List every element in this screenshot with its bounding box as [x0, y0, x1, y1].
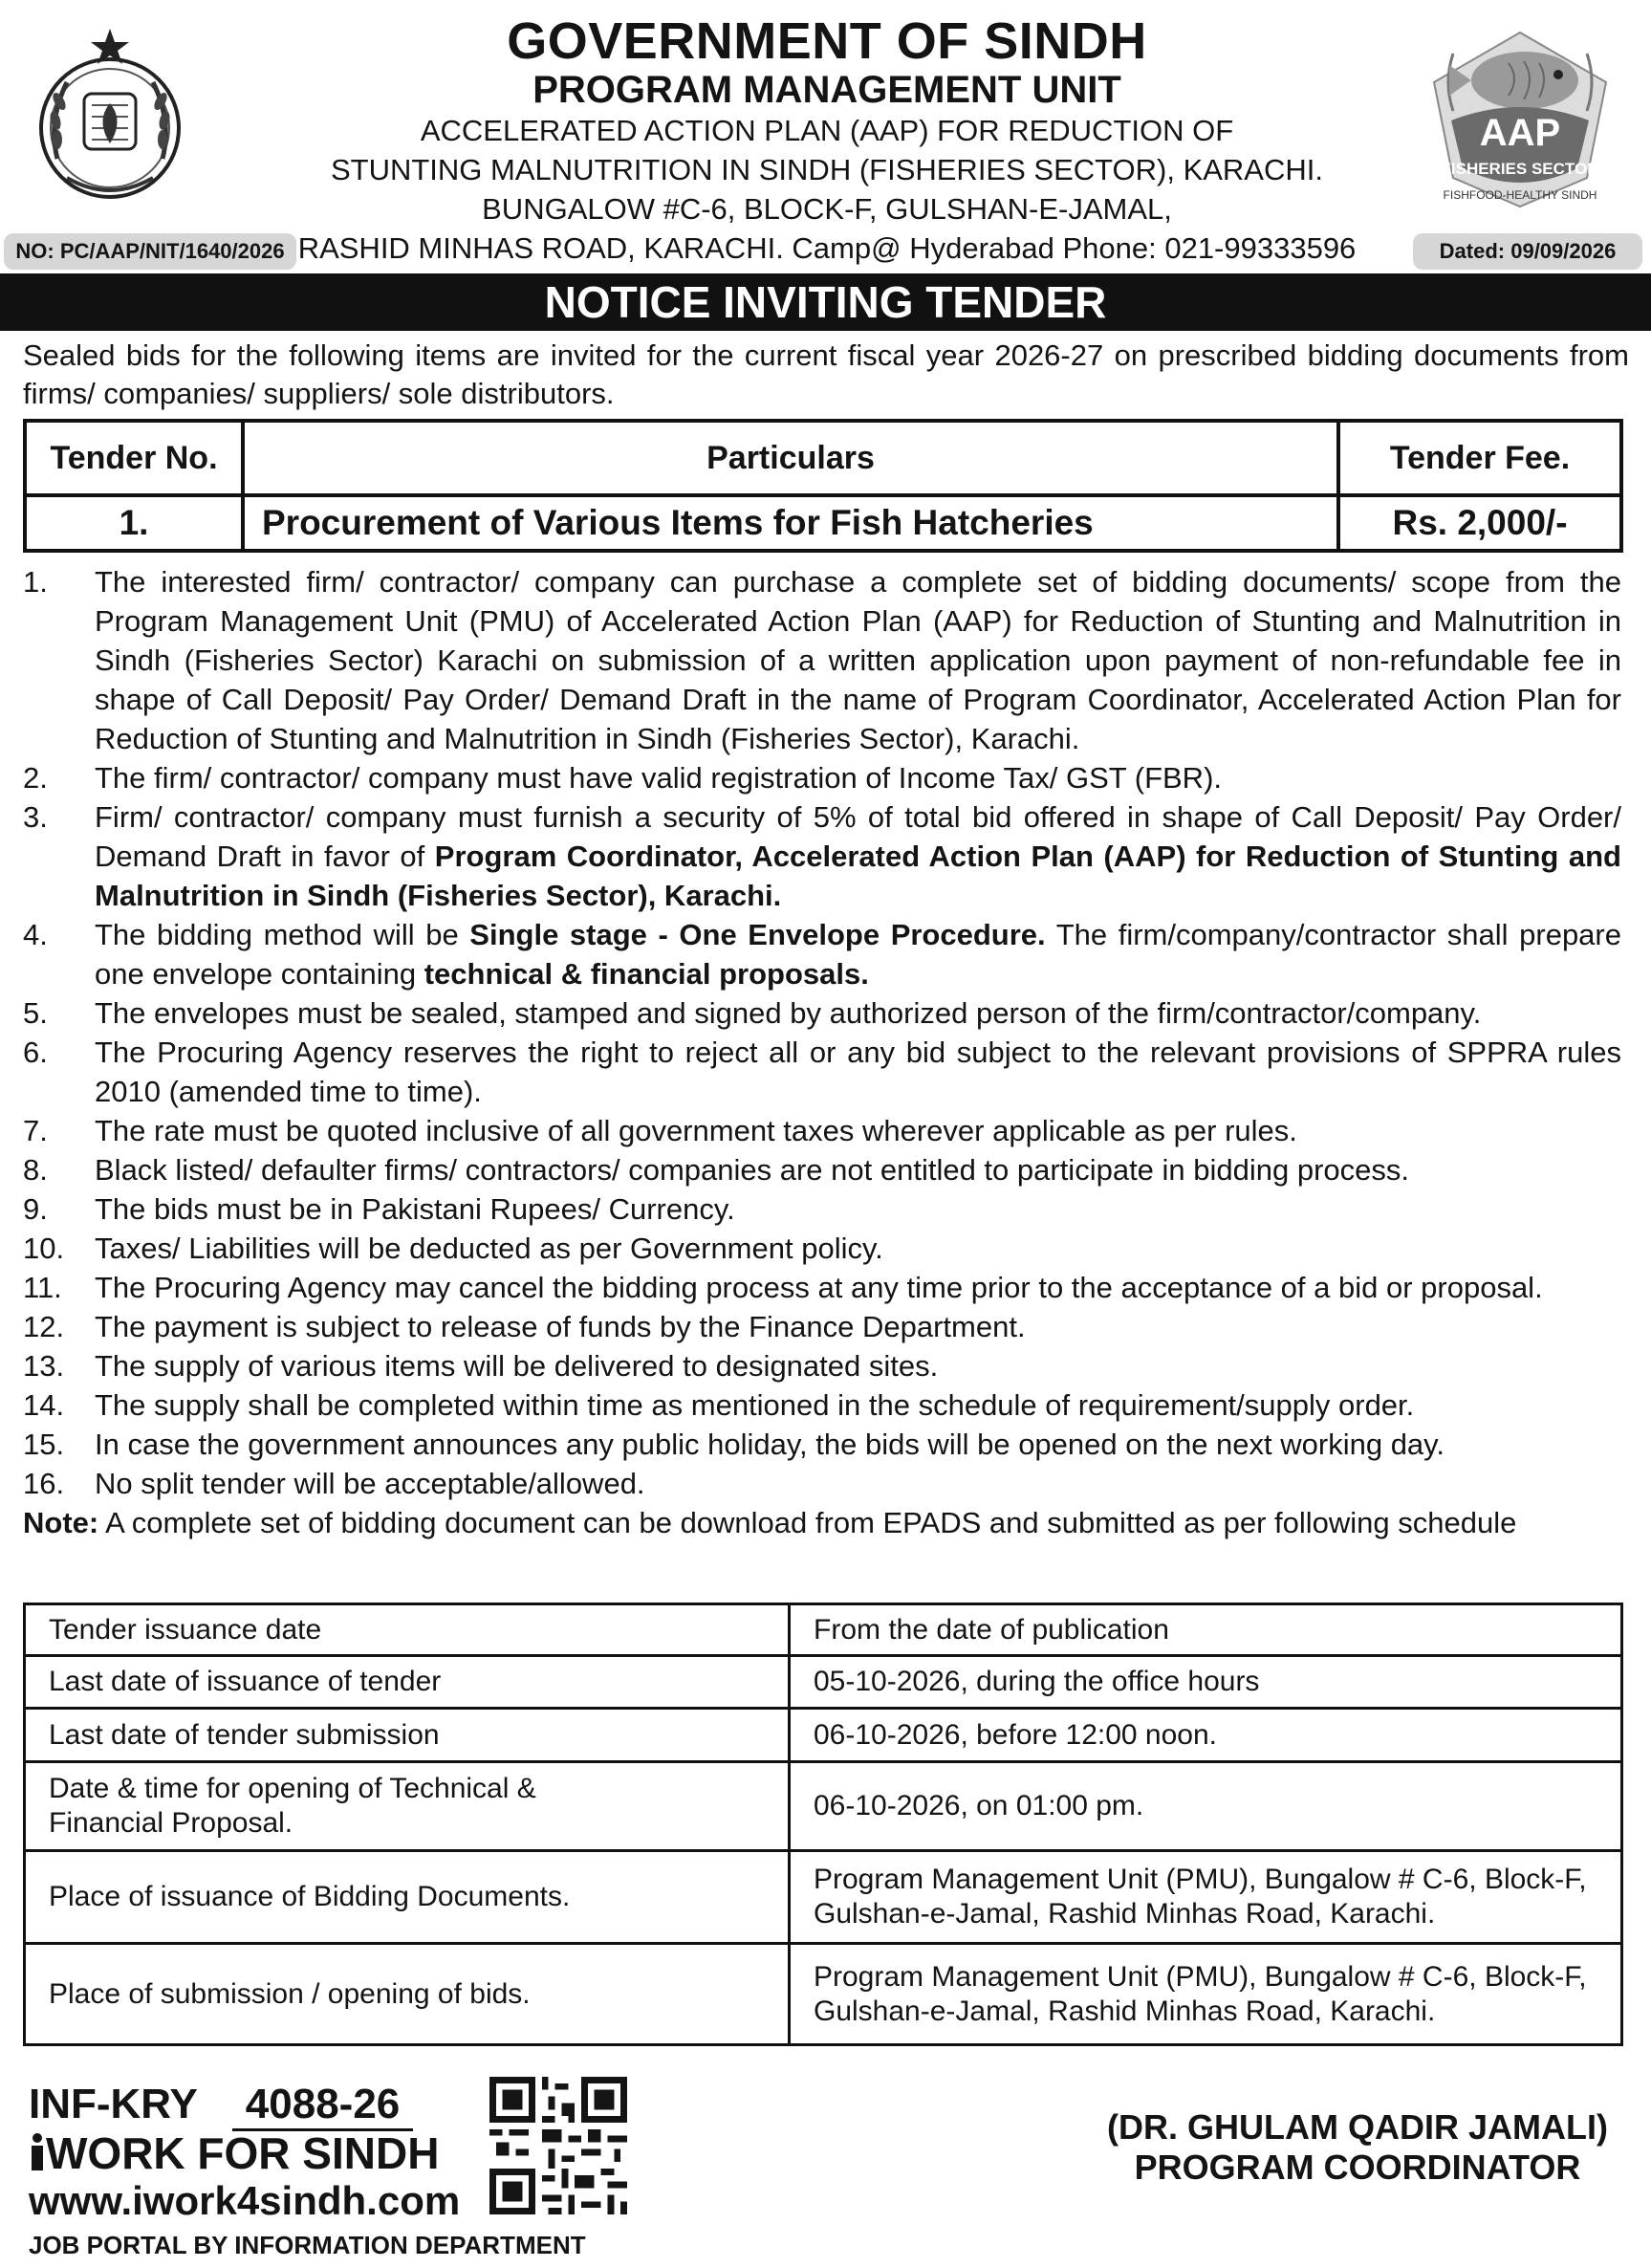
notice-date: Dated: 09/09/2026	[1413, 233, 1642, 270]
condition-number: 9.	[23, 1192, 48, 1226]
inf-label: INF-KRY	[29, 2081, 198, 2127]
notice-footer	[0, 2065, 1651, 2268]
logo-sector-text: FISHERIES SECTOR	[1441, 160, 1599, 178]
condition-item	[23, 1464, 1621, 1503]
logo-aap-text: AAP	[1479, 112, 1561, 154]
iwork-url: www.iwork4sindh.com	[29, 2178, 461, 2223]
sindh-government-emblem	[29, 25, 191, 207]
government-title: GOVERNMENT OF SINDH	[507, 12, 1147, 70]
schedule-label: Place of submission / opening of bids.	[25, 1944, 790, 2045]
condition-item	[23, 1425, 1621, 1464]
condition-text-block	[95, 797, 1621, 915]
condition-item	[23, 1189, 1621, 1229]
tender-particulars-cell: Procurement of Various Items for Fish Hatcheries	[243, 495, 1338, 551]
schedule-value: Program Management Unit (PMU), Bungalow # C-6, Block-F, Gulshan-e-Jamal, Rashid Minhas Road, Karachi.	[790, 1944, 1622, 2045]
condition-number: 5.	[23, 996, 48, 1030]
schedule-value: Program Management Unit (PMU), Bungalow # C-6, Block-F, Gulshan-e-Jamal, Rashid Minhas Road, Karachi.	[790, 1851, 1622, 1944]
condition-item	[23, 562, 1621, 758]
condition-item	[23, 797, 1621, 915]
job-portal-line: JOB PORTAL BY INFORMATION DEPARTMENT	[29, 2231, 586, 2259]
logo-tagline-text: FISHFOOD-HEALTHY SINDH	[1443, 188, 1597, 202]
tender-table-header	[25, 421, 1621, 495]
condition-text: The firm/company/contractor shall prepare one envelope containing	[95, 918, 1621, 991]
condition-text: The interested firm/ contractor/ company can purchase a complete set of bidding documents/ scope from the Program Management Unit (PMU) of Accelerated Action Plan (AAP) for Reduction of Stunting and Malnutrition in Sindh (Fisheries Sector) Karachi on submission of a written application upon payment of non-refundable fee in shape of Call Deposit/ Pay Order/ Demand Draft in the name of Program Coordinator, Accelerated Action Plan for Reduction of Stunting and Malnutrition in Sindh (Fisheries Sector), Karachi.	[95, 565, 1621, 755]
condition-item	[23, 1033, 1621, 1111]
condition-item	[23, 1385, 1621, 1425]
note-label: Note:	[23, 1506, 99, 1539]
inf-number: 4088-26	[232, 2081, 413, 2131]
condition-number: 3.	[23, 800, 48, 834]
condition-number: 15.	[23, 1428, 65, 1461]
condition-text: The envelopes must be sealed, stamped and signed by authorized person of the firm/contractor/company.	[95, 996, 1482, 1030]
schedule-value: From the date of publication	[790, 1604, 1622, 1656]
header-line: ACCELERATED ACTION PLAN (AAP) FOR REDUCTION OF	[420, 114, 1234, 147]
condition-text: The bidding method will be	[95, 918, 470, 951]
header-tender-fee: Tender Fee.	[1338, 421, 1621, 495]
inf-reference	[29, 2081, 413, 2131]
reference-number: NO: PC/AAP/NIT/1640/2026	[4, 233, 296, 270]
condition-item	[23, 1111, 1621, 1150]
header-line: STUNTING MALNUTRITION IN SINDH (FISHERIES SECTOR), KARACHI.	[330, 153, 1323, 186]
intro-paragraph: Sealed bids for the following items are invited for the current fiscal year 2026-27 on prescribed bidding documents from firms/ companies/ suppliers/ sole distributors.	[23, 338, 1629, 410]
condition-text: The supply shall be completed within time as mentioned in the schedule of requirement/supply order.	[95, 1388, 1415, 1422]
info-i-icon	[29, 2132, 46, 2170]
condition-text: Black listed/ defaulter firms/ contractors/ companies are not entitled to participate in bidding process.	[95, 1153, 1410, 1187]
condition-item	[23, 1150, 1621, 1189]
schedule-label: Date & time for opening of Technical & Financial Proposal.	[25, 1762, 790, 1851]
condition-text: No split tender will be acceptable/allowed.	[95, 1467, 645, 1500]
condition-text: The firm/ contractor/ company must have valid registration of Income Tax/ GST (FBR).	[95, 761, 1222, 795]
condition-item	[23, 758, 1621, 797]
condition-item	[23, 1229, 1621, 1268]
schedule-label: Tender issuance date	[25, 1604, 790, 1656]
condition-number: 16.	[23, 1467, 65, 1500]
condition-text: The rate must be quoted inclusive of all government taxes wherever applicable as per rules.	[95, 1114, 1297, 1147]
condition-emphasis: Single stage - One Envelope Procedure.	[469, 918, 1046, 951]
condition-number: 1.	[23, 565, 48, 599]
schedule-label: Last date of issuance of tender	[25, 1656, 790, 1709]
condition-number: 14.	[23, 1388, 65, 1422]
condition-item	[23, 1268, 1621, 1307]
condition-text: In case the government announces any public holiday, the bids will be opened on the next working day.	[95, 1428, 1445, 1461]
condition-number: 7.	[23, 1114, 48, 1147]
signatory-title: PROGRAM COORDINATOR	[1134, 2148, 1581, 2187]
condition-item	[23, 915, 1621, 993]
qr-code-icon	[489, 2077, 627, 2214]
condition-text: The Procuring Agency may cancel the bidding process at any time prior to the acceptance of a bid or proposal.	[95, 1271, 1543, 1304]
condition-number: 4.	[23, 918, 48, 951]
header-particulars: Particulars	[243, 421, 1338, 495]
condition-number: 2.	[23, 761, 48, 795]
notice-title-banner: NOTICE INVITING TENDER	[0, 273, 1651, 331]
schedule-row	[25, 1604, 1622, 1656]
header-line: RASHID MINHAS ROAD, KARACHI. Camp@ Hyderabad Phone: 021-99333596	[297, 231, 1357, 265]
schedule-row	[25, 1944, 1622, 2045]
condition-item	[23, 1346, 1621, 1385]
schedule-value: 05-10-2026, during the office hours	[790, 1656, 1622, 1709]
schedule-row	[25, 1762, 1622, 1851]
tender-number-cell: 1.	[25, 495, 243, 551]
note-text: A complete set of bidding document can be download from EPADS and submitted as per following schedule	[98, 1506, 1517, 1539]
condition-text: The payment is subject to release of funds by the Finance Department.	[95, 1310, 1026, 1343]
header-text-block	[277, 13, 1377, 268]
condition-item	[23, 993, 1621, 1033]
signature-block	[1099, 2107, 1616, 2188]
unit-title: PROGRAM MANAGEMENT UNIT	[532, 69, 1121, 111]
condition-emphasis: technical & financial proposals.	[424, 957, 869, 991]
condition-number: 6.	[23, 1036, 48, 1069]
condition-text: The supply of various items will be delivered to designated sites.	[95, 1349, 939, 1383]
conditions-list	[23, 562, 1621, 1542]
tender-table-row	[25, 495, 1621, 551]
condition-text: Taxes/ Liabilities will be deducted as per Government policy.	[95, 1232, 883, 1265]
tender-table	[23, 419, 1623, 553]
condition-number: 12.	[23, 1310, 65, 1343]
schedule-row	[25, 1656, 1622, 1709]
schedule-table	[23, 1603, 1623, 2046]
header-tender-no: Tender No.	[25, 421, 243, 495]
signatory-name: (DR. GHULAM QADIR JAMALI)	[1107, 2107, 1608, 2147]
schedule-value: 06-10-2026, before 12:00 noon.	[790, 1709, 1622, 1762]
condition-text: The Procuring Agency reserves the right to reject all or any bid subject to the relevant provisions of SPPRA rules 2010 (amended time to time).	[95, 1036, 1621, 1108]
schedule-label: Last date of tender submission	[25, 1709, 790, 1762]
header-line: BUNGALOW #C-6, BLOCK-F, GULSHAN-E-JAMAL,	[482, 192, 1172, 226]
aap-fisheries-logo	[1424, 25, 1616, 216]
condition-number: 11.	[23, 1271, 62, 1304]
condition-number: 10.	[23, 1232, 65, 1265]
schedule-row	[25, 1709, 1622, 1762]
schedule-note	[23, 1503, 1621, 1542]
schedule-label: Place of issuance of Bidding Documents.	[25, 1851, 790, 1944]
condition-text: Firm/ contractor/ company must furnish a security of 5% of total bid offered in shape of Call Deposit/ Pay Order/ Demand Draft in favor of	[95, 800, 1621, 873]
iwork-slogan	[29, 2128, 439, 2178]
tender-fee-cell: Rs. 2,000/-	[1338, 495, 1621, 551]
notice-header	[0, 0, 1651, 277]
iwork-text: WORK FOR SINDH	[46, 2128, 440, 2178]
condition-item	[23, 1307, 1621, 1346]
condition-text-block	[95, 915, 1621, 993]
condition-number: 8.	[23, 1153, 48, 1187]
schedule-value: 06-10-2026, on 01:00 pm.	[790, 1762, 1622, 1851]
condition-number: 13.	[23, 1349, 65, 1383]
schedule-row	[25, 1851, 1622, 1944]
condition-text: The bids must be in Pakistani Rupees/ Currency.	[95, 1192, 735, 1226]
condition-emphasis: Program Coordinator, Accelerated Action Plan (AAP) for Reduction of Stunting and Malnutrition in Sindh (Fisheries Sector), Karachi.	[95, 840, 1621, 912]
